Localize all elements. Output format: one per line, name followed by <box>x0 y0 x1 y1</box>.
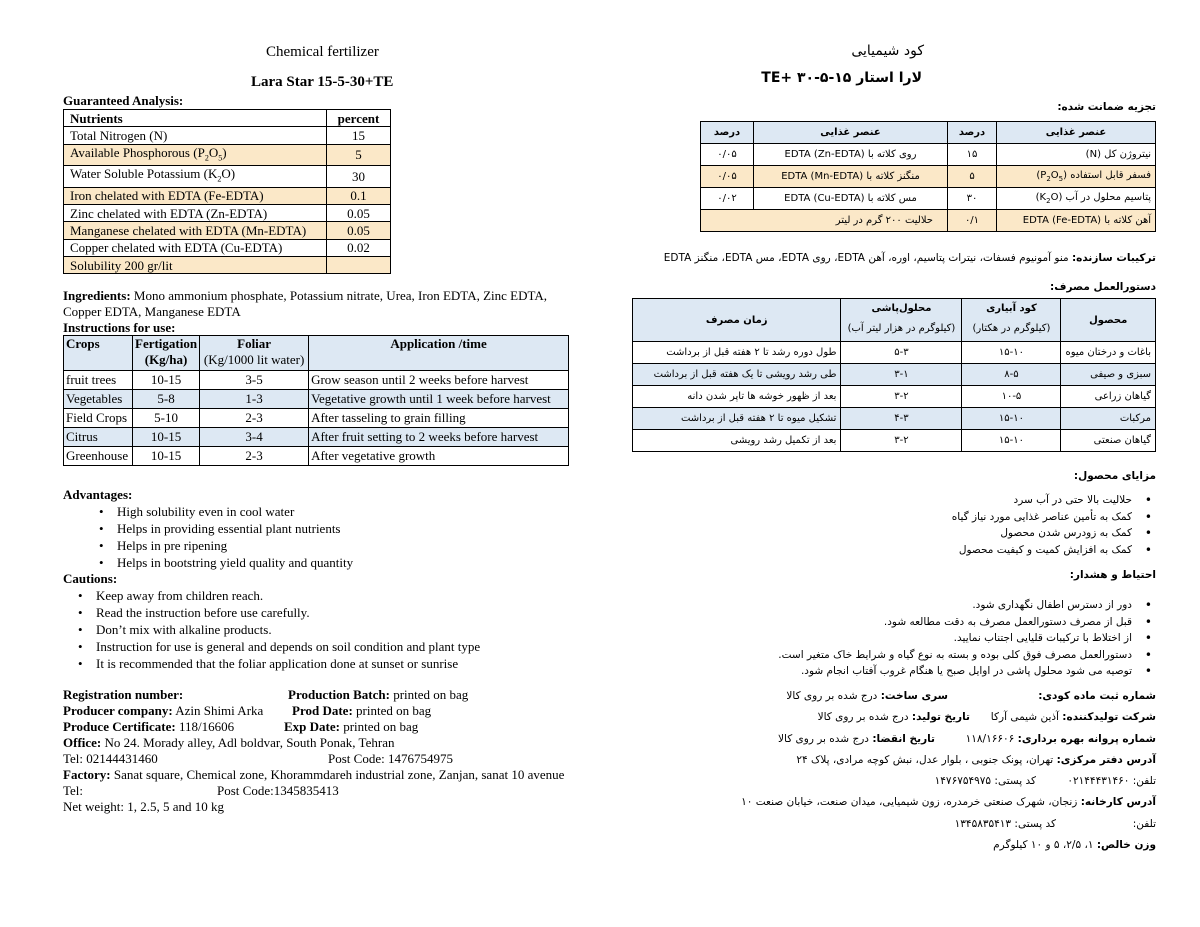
list-item: • Don’t mix with alkaline products. <box>74 621 480 638</box>
header-percent: percent <box>327 110 391 127</box>
registration-label: Registration number: <box>63 687 184 702</box>
table-row <box>64 336 569 371</box>
list-item: • Keep away from children reach. <box>74 587 480 604</box>
nutrient-name: Total Nitrogen (N) <box>64 127 327 144</box>
table-row: Greenhouse 10-15 2-3 After vegetative growth <box>64 447 569 466</box>
table-row: مرکبات ۱۵-۱۰ ۴-۳ تشکیل میوه تا ۲ هفته قبل از برداشت <box>633 408 1156 430</box>
fa-usage-table <box>632 298 1156 452</box>
table-row: گیاهان زراعی ۱۰-۵ ۳-۲ بعد از ظهور خوشه ها تاپر شدن دانه <box>633 386 1156 408</box>
en-instructions-label: Instructions for use: <box>63 320 176 335</box>
nutrient-percent: 5 <box>327 144 391 166</box>
table-row <box>64 110 391 127</box>
table-row <box>64 166 391 188</box>
list-item: • توصیه می شود محلول پاشی در اوایل صبح یا هنگام غروب آفتاب انجام شود. <box>778 663 1156 680</box>
table-row: پتاسیم محلول در آب $(K_2O)$ ۳۰ مس کلاته با EDTA (Cu-EDTA) ۰/۰۲ <box>701 188 1156 210</box>
table-row <box>64 187 391 204</box>
list-item: • Helps in providing essential plant nutrients <box>95 520 353 537</box>
fa-cautions-list <box>778 597 1156 680</box>
fa-registration-block: شماره ثبت ماده کودی: سری ساخت: درج شده بر روی کالا شرکت تولیدکننده: آذین شیمی آرکا تاریخ تولید: درج شده بر روی کالا شماره پروانه بهره برداری: ۱۱۸/۱۶۶۰۶ تاریخ انقضا: درج شده بر روی کالا آدرس دفتر مرکزی: تهران، پونک جنوبی ، بلوار عدل، نبش کوچه مرادی، پلاک ۲۴ تلفن: ۰۲۱۴۴۴۳۱۴۶۰ کد پستی: ۱۴۷۶۷۵۴۹۷۵ آدرس کارخانه: زنجان، شهرک صنعتی خرمدره، زون شیمیایی، میدان صنعت، خیابان صنعت ۱۰ تلفن: کد پستی: ۱۳۴۵۸۳۵۴۱۳ وزن خالص: ۱، ۲/۵، ۵ و ۱۰ کیلوگرم <box>741 690 1156 852</box>
table-row: باغات و درختان میوه ۱۵-۱۰ ۵-۳ طول دوره رشد تا ۲ هفته قبل از برداشت <box>633 342 1156 364</box>
ingredients-text: Mono ammonium phosphate, Potassium nitrate, Urea, Iron EDTA, Zinc EDTA, <box>130 288 548 303</box>
en-analysis-table <box>63 109 391 274</box>
en-title: Chemical fertilizer <box>266 44 379 60</box>
en-cautions-label: Cautions: <box>63 571 118 586</box>
en-advantages-label: Advantages: <box>63 487 133 502</box>
fa-guaranteed-label: تجزیه ضمانت شده: <box>1057 101 1156 113</box>
table-row: fruit trees 10-15 3-5 Grow season until 2 weeks before harvest <box>64 371 569 390</box>
table-row: محصول کود آبیاری (کیلوگرم در هکتار) محلول‌پاشی (کیلوگرم در هزار لیتر آب) زمان مصرف <box>633 299 1156 342</box>
table-row: سبزی و صیفی ۸-۵ ۳-۱ طی رشد رویشی تا یک هفته قبل از برداشت <box>633 364 1156 386</box>
nutrient-name: Zinc chelated with EDTA (Zn-EDTA) <box>64 205 327 222</box>
fa-title: کود شیمیایی <box>851 43 924 59</box>
fa-advantages-label: مزایای محصول: <box>1073 470 1156 482</box>
nutrient-percent: 15 <box>327 127 391 144</box>
table-row: Citrus 10-15 3-4 After fruit setting to 2 weeks before harvest <box>64 428 569 447</box>
header-crops: Crops <box>64 336 133 371</box>
table-row: فسفر قابل استفاده $(P_2O_5)$ ۵ منگنز کلاته با EDTA (Mn-EDTA) ۰/۰۵ <box>701 166 1156 188</box>
en-registration-block: Registration number: Production Batch: printed on bag Producer company: Azin Shimi Arka Prod Date: printed on bag Produce Certificate: 118/16606 Exp Date: printed on bag Office: No 24. Morady alley, Adl boldvar, South Ponak, Tehran Tel: 02144431460 Post Code: 1476754975 Factory: Sanat square, Chemical zone, Khorammdareh industrial zone, Zanjan, sanat 10 avenue Tel: Post Code:1345835413 Net weight: 1, 2.5, 5 and 10 kg <box>63 687 623 815</box>
header-foliar: Foliar (Kg/1000 lit water) <box>200 336 309 371</box>
fa-cautions-label: احتیاط و هشدار: <box>1069 569 1156 581</box>
ingredients-label: Ingredients: <box>63 288 131 303</box>
table-row <box>64 205 391 222</box>
en-ingredients <box>63 288 593 320</box>
list-item: • کمک به تأمین عناصر غذایی مورد نیاز گیاه <box>952 509 1156 526</box>
nutrient-percent: 0.02 <box>327 239 391 256</box>
list-item: • Read the instruction before use carefully. <box>74 604 480 621</box>
nutrient-percent: 0.05 <box>327 205 391 222</box>
table-row <box>64 144 391 166</box>
nutrient-percent: 0.05 <box>327 222 391 239</box>
en-advantages-list <box>95 503 353 571</box>
table-row: Vegetables 5-8 1-3 Vegetative growth until 1 week before harvest <box>64 390 569 409</box>
table-row: Field Crops 5-10 2-3 After tasseling to grain filling <box>64 409 569 428</box>
list-item: • دستورالعمل مصرف فوق کلی بوده و بسته به نوع گیاه و شرایط خاک متغیر است. <box>778 647 1156 664</box>
header-application: Application /time <box>309 336 569 371</box>
list-item: • کمک به افزایش کمیت و کیفیت محصول <box>952 542 1156 559</box>
table-row: نیتروژن کل (N) ۱۵ روی کلاته با EDTA (Zn-EDTA) ۰/۰۵ <box>701 144 1156 166</box>
list-item: • دور از دسترس اطفال نگهداری شود. <box>778 597 1156 614</box>
en-usage-table <box>63 335 569 466</box>
table-row: گیاهان صنعتی ۱۵-۱۰ ۳-۲ بعد از تکمیل رشد رویشی <box>633 430 1156 452</box>
list-item: • It is recommended that the foliar application done at sunset or sunrise <box>74 655 480 672</box>
nutrient-percent: 0.1 <box>327 187 391 204</box>
table-row: عنصر غذایی درصد عنصر غذایی درصد <box>701 122 1156 144</box>
en-guaranteed-label: Guaranteed Analysis: <box>63 93 184 108</box>
en-product-name: Lara Star 15-5-30+TE <box>251 74 394 90</box>
nutrient-name: Available Phosphorous $(P_2O_5)$ <box>64 144 327 166</box>
header-nutrients: Nutrients <box>64 110 327 127</box>
nutrient-name: Copper chelated with EDTA (Cu-EDTA) <box>64 239 327 256</box>
en-cautions-list <box>74 587 480 672</box>
ingredients-text-2: Copper EDTA, Manganese EDTA <box>63 304 241 319</box>
list-item: • High solubility even in cool water <box>95 503 353 520</box>
list-item: • Helps in pre ripening <box>95 537 353 554</box>
fa-product-name: لارا استار TE+ ۳۰-۵-۱۵ <box>761 70 922 86</box>
solubility: Solubility 200 gr/lit <box>64 256 327 273</box>
list-item: • حلالیت بالا حتی در آب سرد <box>952 492 1156 509</box>
fa-ingredients: ترکیبات سازنده: منو آمونیوم فسفات، نیترات پتاسیم، اوره، آهن EDTA، روی EDTA، مس EDTA، منگنز EDTA <box>663 252 1156 264</box>
fa-instructions-label: دستورالعمل مصرف: <box>1050 281 1156 293</box>
net-weight: Net weight: 1, 2.5, 5 and 10 kg <box>63 799 225 814</box>
nutrient-name: Water Soluble Potassium $(K_2O)$ <box>64 166 327 188</box>
list-item: • کمک به زودرس شدن محصول <box>952 525 1156 542</box>
fa-advantages-list <box>952 492 1156 558</box>
table-row <box>64 256 391 273</box>
nutrient-name: Manganese chelated with EDTA (Mn-EDTA) <box>64 222 327 239</box>
nutrient-name: Iron chelated with EDTA (Fe-EDTA) <box>64 187 327 204</box>
table-row <box>64 239 391 256</box>
list-item: • Instruction for use is general and depends on soil condition and plant type <box>74 638 480 655</box>
header-fertigation: Fertigation (Kg/ha) <box>133 336 200 371</box>
list-item: • قبل از مصرف دستورالعمل مصرف به دقت مطالعه شود. <box>778 614 1156 631</box>
list-item: • Helps in bootstring yield quality and quantity <box>95 554 353 571</box>
table-row <box>64 222 391 239</box>
nutrient-percent: 30 <box>327 166 391 188</box>
table-row <box>64 127 391 144</box>
table-row: آهن کلاته با EDTA (Fe-EDTA) ۰/۱ حلالیت ۲۰۰ گرم در لیتر <box>701 210 1156 232</box>
list-item: • از اختلاط با ترکیبات قلیایی اجتناب نمایید. <box>778 630 1156 647</box>
fa-analysis-table <box>700 121 1156 232</box>
